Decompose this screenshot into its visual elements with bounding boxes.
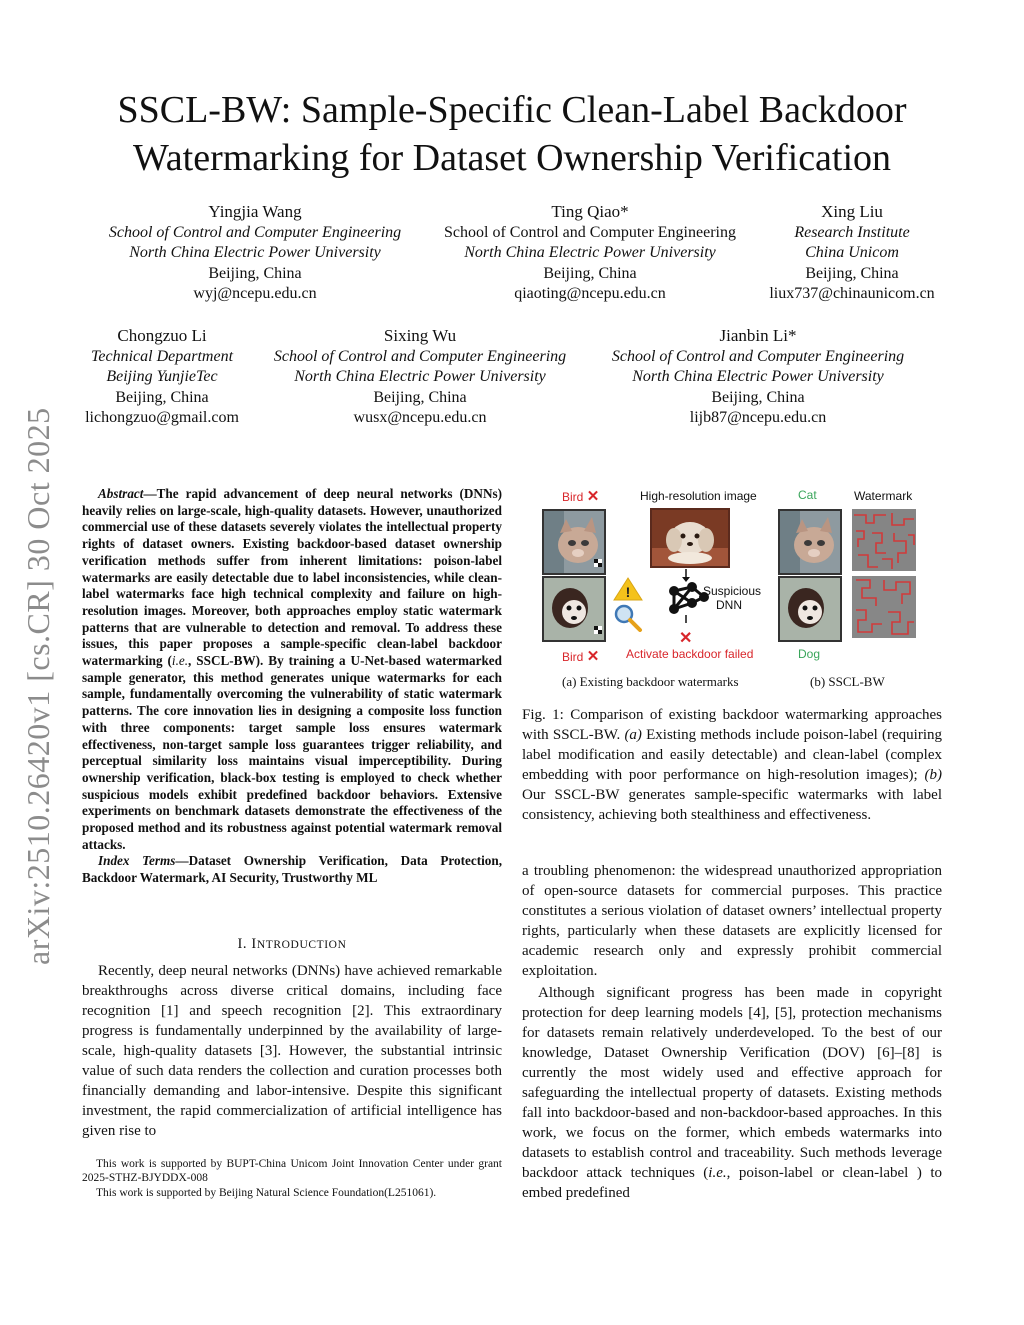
author-org: North China Electric Power University bbox=[294, 368, 546, 386]
index-terms bbox=[82, 853, 502, 886]
body-paragraph-2 bbox=[522, 983, 942, 1203]
label-dnn: DNN bbox=[716, 598, 742, 612]
caption-end: Our SSCL-BW generates sample-specific watermarks with label consistency, achieving both stealthiness and effectiveness. bbox=[522, 787, 942, 823]
abstract-text-b: , SSCL-BW). By training a U-Net-based watermarked sample generator, this method generates unique watermarks for each sample, fundamentally overcoming the vulnerability of static watermark patterns. The core innovation lies in designing a composite loss function with three components: target sample loss ensures watermark effectiveness, non-target sample loss guarantees trigger reliability, and perceptual similarity loss maintains visual imperceptibility. During ownership verification, black-box testing is employed to check whether suspicious models exhibit predefined backdoor behaviors. Extensive experiments on benchmark datasets demonstrate the effectiveness of the proposed method and its robustness against potential watermark removal attacks. bbox=[82, 653, 502, 852]
cross-icon: ✕ bbox=[586, 488, 600, 505]
author-city: Beijing, China bbox=[805, 264, 899, 282]
intro-paragraph: Recently, deep neural networks (DNNs) have achieved remarkable breakthroughs across diverse critical domains, including face recognition [1] and speech recognition [2]. This extraordinary progress is fundamentally underpinned by the availability of large-scale, high-quality datasets [3]. However, the substantial intrinsic value of such data renders the collection and curation processes both financially demanding and labor-intensive. Despite this significant investment, the rapid commercialization of artificial intelligence has given rise to bbox=[82, 963, 502, 1139]
paragraph-2-ie: i.e. bbox=[708, 1165, 727, 1181]
author-block bbox=[82, 326, 242, 429]
author-name: Chongzuo Li bbox=[117, 326, 207, 345]
arxiv-identifier: arXiv:2510.26420v1 [cs.CR] 30 Oct 2025 bbox=[20, 407, 56, 965]
abstract bbox=[82, 486, 502, 887]
author-dept: Research Institute bbox=[794, 223, 910, 241]
paragraph-2-text-b: , poison-label or clean-label ) to embed predefined bbox=[522, 1165, 942, 1201]
author-block bbox=[97, 202, 413, 305]
caption-prefix: Fig. 1: Comparison of existing backdoor watermarking approaches with SSCL-BW. bbox=[522, 707, 942, 743]
author-email[interactable]: wyj@ncepu.edu.cn bbox=[193, 285, 317, 303]
label-dog: Dog bbox=[798, 647, 821, 661]
author-org: China Unicom bbox=[805, 244, 899, 262]
author-block bbox=[600, 326, 916, 429]
index-terms-text: —Dataset Ownership Verification, Data Protection, Backdoor Watermark, AI Security, Trustworthy ML bbox=[82, 853, 502, 886]
subcaption-b: (b) SSCL-BW bbox=[810, 674, 885, 689]
author-block bbox=[262, 326, 578, 429]
author-city: Beijing, China bbox=[208, 264, 302, 282]
caption-b-marker: (b) bbox=[924, 767, 942, 783]
author-org: North China Electric Power University bbox=[464, 244, 716, 262]
author-dept: School of Control and Computer Engineering bbox=[108, 223, 402, 241]
author-name: Xing Liu bbox=[821, 202, 883, 221]
author-org: North China Electric Power University bbox=[632, 368, 884, 386]
abstract-lead: Abstract bbox=[98, 486, 144, 501]
author-email[interactable]: liux737@chinaunicom.cn bbox=[769, 285, 935, 303]
footnotes bbox=[82, 1157, 502, 1200]
label-bird-top: Bird ✕ bbox=[562, 488, 600, 505]
index-terms-lead: Index Terms bbox=[98, 853, 176, 869]
section-initial: I bbox=[251, 936, 257, 952]
cat-image bbox=[542, 509, 606, 575]
author-city: Beijing, China bbox=[373, 388, 467, 406]
high-resolution-dog-image bbox=[650, 508, 730, 568]
author-block bbox=[762, 202, 942, 305]
footnote-2: This work is supported by Beijing Natural Science Foundation(L251061). bbox=[96, 1186, 437, 1199]
magnifier-warning-icon bbox=[610, 576, 646, 632]
label-bird-bottom: Bird ✕ bbox=[562, 648, 600, 665]
author-dept: School of Control and Computer Engineering bbox=[273, 347, 567, 365]
section-number: I. bbox=[237, 936, 252, 952]
label-activate-backdoor-failed: Activate backdoor failed bbox=[626, 647, 754, 661]
section-title-rest: NTRODUCTION bbox=[256, 939, 347, 951]
cross-icon: ✕ bbox=[586, 648, 600, 665]
label-cat: Cat bbox=[798, 488, 817, 502]
watermarked-dog-image bbox=[778, 576, 842, 642]
figure-1 bbox=[522, 484, 942, 694]
author-org: Beijing YunjieTec bbox=[106, 368, 218, 386]
author-name: Yingjia Wang bbox=[208, 202, 302, 221]
caption-a-marker: (a) bbox=[624, 727, 642, 743]
author-dept: School of Control and Computer Engineering bbox=[444, 223, 736, 241]
author-city: Beijing, China bbox=[115, 388, 209, 406]
label-high-resolution-image: High-resolution image bbox=[640, 489, 757, 503]
author-dept: School of Control and Computer Engineering bbox=[611, 347, 905, 365]
author-city: Beijing, China bbox=[543, 264, 637, 282]
author-name: Ting Qiao* bbox=[551, 202, 629, 221]
author-email[interactable]: wusx@ncepu.edu.cn bbox=[353, 409, 487, 427]
watermarked-cat-image bbox=[778, 509, 842, 575]
subcaption-a: (a) Existing backdoor watermarks bbox=[562, 674, 739, 689]
author-email[interactable]: qiaoting@ncepu.edu.cn bbox=[514, 285, 666, 303]
caption-mid: Existing methods include poison-label (requiring label modification and easily detectable) and clean-label (complex embedding with poor performance on high-resolution images); bbox=[522, 727, 942, 783]
label-watermark: Watermark bbox=[854, 489, 913, 503]
watermark-pattern-top bbox=[852, 509, 916, 571]
abstract-ie: i.e. bbox=[171, 653, 189, 669]
author-org: North China Electric Power University bbox=[129, 244, 381, 262]
label-suspicious-dnn bbox=[703, 584, 762, 612]
dog-image bbox=[542, 576, 606, 642]
author-name: Sixing Wu bbox=[383, 326, 457, 345]
author-city: Beijing, China bbox=[711, 388, 805, 406]
author-dept: Technical Department bbox=[90, 347, 234, 365]
body-paragraph-1: a troubling phenomenon: the widespread unauthorized appropriation of open-source datasets for commercial purposes. This practice constitutes a serious violation of dataset owners’ intellectual property rights, particularly when these datasets are explicitly licensed for academic research only and expressly prohibit commercial exploitation. bbox=[522, 863, 942, 979]
title-line-2: Watermarking for Dataset Ownership Verification bbox=[132, 137, 892, 179]
author-email[interactable]: lichongzuo@gmail.com bbox=[85, 409, 239, 427]
cross-icon: ✕ bbox=[679, 630, 693, 647]
section-heading-introduction bbox=[82, 936, 502, 953]
author-email[interactable]: lijb87@ncepu.edu.cn bbox=[689, 409, 827, 427]
author-name: Jianbin Li* bbox=[719, 326, 797, 345]
paragraph-2-text-a: Although significant progress has been made in copyright protection for deep learning models [4], [5], protection mechanisms for datasets remain relatively underdeveloped. To the best of our knowledge, Dataset Ownership Verification (DOV) [6]–[8] is currently the most widely used and effective approach for safeguarding the intellectual property of datasets. Existing methods fall into backdoor-based and non-backdoor-based approaches. In this work, we focus on the former, which embeds watermarks into datasets to establish control and traceability. Such methods leverage backdoor attack techniques ( bbox=[522, 985, 942, 1181]
figure-caption bbox=[522, 705, 942, 825]
author-block bbox=[432, 202, 748, 305]
title-line-1: SSCL-BW: Sample-Specific Clean-Label Backdoor bbox=[117, 89, 907, 131]
paper-title bbox=[60, 86, 964, 182]
abstract-text-a: —The rapid advancement of deep neural networks (DNNs) heavily relies on large-scale, high-quality datasets. However, unauthorized commercial use of these datasets severely violates the intellectual property rights of dataset owners. Existing backdoor-based dataset ownership verification methods suffer from inherent limitations: poison-label watermarks are easily detectable due to label inconsistencies, while clean-label watermarks face high technical complexity and failure on high-resolution images. Moreover, both approaches employ static watermark patterns that are vulnerable to detection and removal. To address these issues, this paper proposes a sample-specific clean-label backdoor watermarking ( bbox=[82, 486, 502, 669]
footnote-1: This work is supported by BUPT-China Unicom Joint Innovation Center under grant 2025-STHZ-BJYDDX-008 bbox=[82, 1158, 502, 1185]
warning-glyph: ! bbox=[625, 584, 631, 600]
label-suspicious: Suspicious bbox=[703, 584, 762, 598]
watermark-pattern-bottom bbox=[852, 576, 916, 638]
